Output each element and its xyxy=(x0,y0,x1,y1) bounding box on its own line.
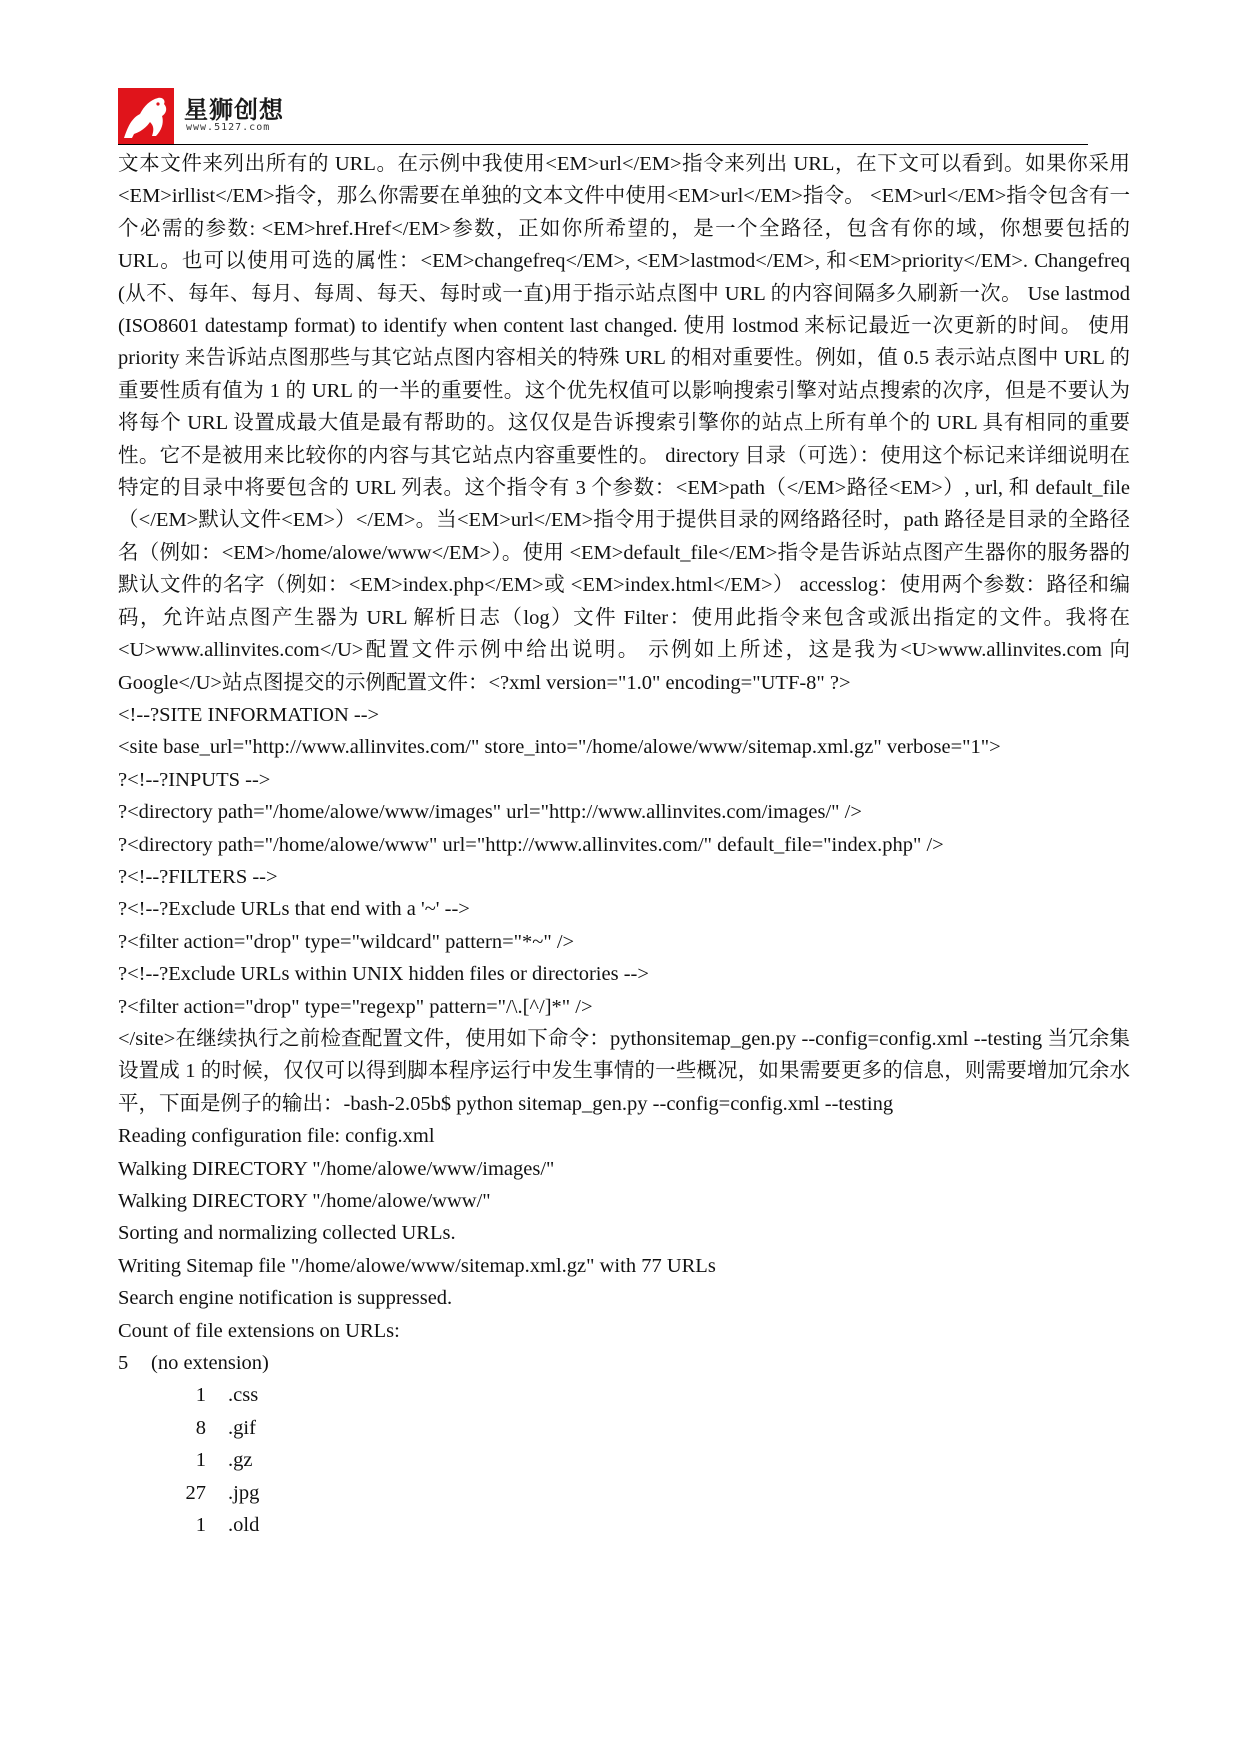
page-header xyxy=(118,88,1088,144)
output-line: Walking DIRECTORY "/home/alowe/www/" xyxy=(118,1190,491,1212)
output-line: Walking DIRECTORY "/home/alowe/www/images/" xyxy=(118,1157,555,1180)
no-extension-row xyxy=(118,1347,1130,1379)
no-extension-count: 5 xyxy=(118,1352,129,1375)
extension-name: .jpg xyxy=(228,1481,260,1504)
intro-paragraph: 文本文件来列出所有的 URL。在示例中我使用<EM>url</EM>指令来列出 URL，在下文可以看到。如果你采用<EM>irllist</EM>指令，那么你需要在单独的文本文件中使用<EM>url</EM>指令。 <EM>url</EM>指令包含有一个必需的参数: <EM>href.Href</EM>参数，正如你所希望的，是一个全路径，包含有你的域，你想要包括的 URL。也可以使用可选的属性：<EM>changefreq</EM>, <EM>lastmod</EM>, 和<EM>priority</EM>. Changefreq (从不、每年、每月、每周、每天、每时或一直)用于指示站点图中 URL 的内容间隔多久刷新一次。 Use lastmod (ISO8601 datestamp format) to identify when content last changed. 使用 lostmod 来标记最近一次更新的时间。 使用 priority 来告诉站点图那些与其它站点图内容相关的特殊 URL 的相对重要性。例如，值 0.5 表示站点图中 URL 的重要性质有值为 1 的 URL 的一半的重要性。这个优先权值可以影响搜索引擎对站点搜索的次序，但是不要认为将每个 URL 设置成最大值是最有帮助的。这仅仅是告诉搜索引擎你的站点上所有单个的 URL 具有相同的重要性。它不是被用来比较你的内容与其它站点内容重要性的。 directory 目录（可选）：使用这个标记来详细说明在特定的目录中将要包含的 URL 列表。这个指令有 3 个参数：<EM>path（</EM>路径<EM>）, url, 和 default_file（</EM>默认文件<EM>）</EM>。当<EM>url</EM>指令用于提供目录的网络路径时，path 路径是目录的全路径名（例如：<EM>/home/alowe/www</EM>）。使用 <EM>default_file</EM>指令是告诉站点图产生器你的服务器的默认文件的名字（例如：<EM>index.php</EM>或 <EM>index.html</EM>） accesslog：使用两个参数：路径和编码，允许站点图产生器为 URL 解析日志（log）文件 Filter：使用此指令来包含或派出指定的文件。我将在<U>www.allinvites.com</U>配置文件示例中给出说明。 示例如上所述，这是我为<U>www.allinvites.com 向 Google</U>站点图提交的示例配置文件：<?xml version="1.0" encoding="UTF-8" ?> xyxy=(118,153,1136,694)
config-line: ?<directory path="/home/alowe/www/images" url="http://www.allinvites.com/images/" /> xyxy=(118,801,862,824)
extension-count: 1 xyxy=(195,1384,206,1407)
extension-row xyxy=(118,1412,1130,1444)
config-line: ?<!--?INPUTS --> xyxy=(118,768,271,791)
config-line: ?<!--?Exclude URLs that end with a '~' --> xyxy=(118,898,470,921)
extension-count: 27 xyxy=(185,1481,206,1504)
header-rule xyxy=(118,144,1088,145)
config-line: ?<filter action="drop" type="regexp" pattern="/\.[^/]*" /> xyxy=(118,995,593,1018)
extension-name: .old xyxy=(228,1514,260,1536)
extension-row xyxy=(118,1444,1130,1476)
extension-name: .css xyxy=(228,1384,259,1407)
config-line: <!--?SITE INFORMATION --> xyxy=(118,703,380,726)
no-extension-label: (no extension) xyxy=(151,1352,269,1375)
config-line: <site base_url="http://www.allinvites.com/" store_into="/home/alowe/www/sitemap.xml.gz" verbose="1"> xyxy=(118,736,1001,759)
extension-row xyxy=(118,1509,1130,1541)
config-line: ?<!--?Exclude URLs within UNIX hidden files or directories --> xyxy=(118,963,649,986)
output-line: Writing Sitemap file "/home/alowe/www/sitemap.xml.gz" with 77 URLs xyxy=(118,1254,716,1277)
extension-name: .gif xyxy=(228,1416,256,1439)
extension-count: 1 xyxy=(195,1449,206,1472)
lion-logo-icon xyxy=(118,88,174,144)
config-code-block xyxy=(118,699,1130,1023)
extension-row xyxy=(118,1477,1130,1509)
config-line: ?<!--?FILTERS --> xyxy=(118,865,278,888)
document-body xyxy=(118,148,1136,1541)
extension-count: 1 xyxy=(195,1514,206,1536)
output-line: Reading configuration file: config.xml xyxy=(118,1125,435,1148)
logo-name: 星狮创想 xyxy=(184,96,284,124)
extension-table xyxy=(118,1379,1130,1541)
extension-name: .gz xyxy=(228,1449,253,1472)
config-line: ?<filter action="drop" type="wildcard" pattern="*~" /> xyxy=(118,930,575,953)
output-line: Sorting and normalizing collected URLs. xyxy=(118,1222,456,1245)
logo-url: www.5127.com xyxy=(186,122,271,133)
config-line: ?<directory path="/home/alowe/www" url="http://www.allinvites.com/" default_file="index.php" /> xyxy=(118,833,944,856)
testing-paragraph: </site>在继续执行之前检查配置文件，使用如下命令：pythonsitemap_gen.py --config=config.xml --testing 当冗余集设置成 1 的时候，仅仅可以得到脚本程序运行中发生事情的一些概况，如果需要更多的信息，则需要增加冗余水平，下面是例子的输出：-bash-2.05b$ python sitemap_gen.py --config=config.xml --testing xyxy=(118,1027,1130,1115)
output-line: Search engine notification is suppressed. xyxy=(118,1287,453,1310)
extension-count: 8 xyxy=(195,1416,206,1439)
output-block xyxy=(118,1120,1130,1347)
extension-row xyxy=(118,1379,1130,1411)
output-line: Count of file extensions on URLs: xyxy=(118,1319,400,1342)
